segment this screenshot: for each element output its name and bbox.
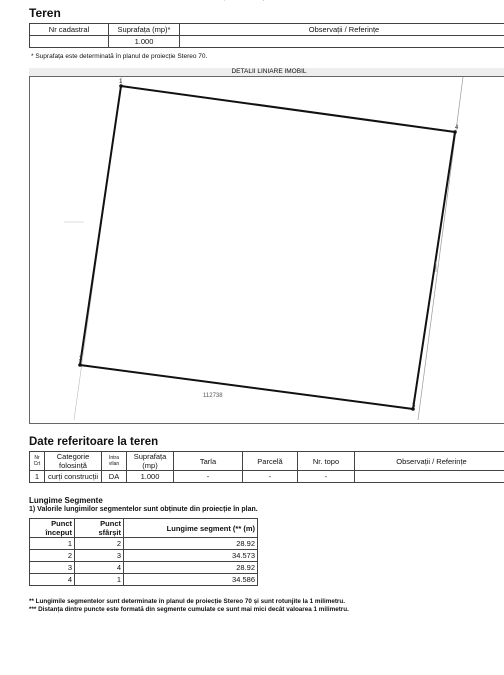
table-cell: 2 — [75, 538, 124, 550]
col-header: Lungime segment (** (m) — [124, 519, 258, 538]
section-title-teren: Teren — [29, 6, 61, 20]
teren-footnote: * Suprafața este determinată în planul de proiecție Stereo 70. — [31, 53, 208, 60]
table-header-row — [30, 519, 258, 538]
table-cell: - — [174, 471, 243, 483]
point-2-marker — [78, 363, 82, 367]
col-header: Categorie folosință — [45, 452, 102, 471]
col-header: Nr Crt — [30, 452, 45, 471]
date-ref-table — [29, 451, 504, 483]
table-row — [30, 550, 258, 562]
table-cell: 1 — [30, 471, 45, 483]
table-cell: 28.92 — [124, 538, 258, 550]
col-header: Observații / Referințe — [355, 452, 504, 471]
table-cell: 1.000 — [127, 471, 174, 483]
table-cell: 2 — [30, 550, 75, 562]
table-row — [30, 471, 504, 483]
table-cell: 4 — [75, 562, 124, 574]
drawing-header: DETALII LINIARE IMOBIL — [29, 68, 504, 77]
table-cell: 28.92 — [124, 562, 258, 574]
col-header: Suprafața (mp)* — [109, 24, 180, 36]
point-label-2: 2 — [79, 356, 83, 362]
parcel-outline — [80, 86, 455, 409]
col-header: Intra vilan — [102, 452, 127, 471]
col-header: Nr. topo — [298, 452, 355, 471]
col-header: Nr cadastral — [30, 24, 109, 36]
table-row — [30, 538, 258, 550]
section-title-segmente: Lungime Segmente — [29, 496, 103, 505]
table-cell: DA — [102, 471, 127, 483]
table-cell: 3 — [30, 562, 75, 574]
table-cell — [355, 471, 504, 483]
segmente-note-2: *** Distanța dintre puncte este formată din segmente cumulate ce sunt mai mici decât valoarea 1 milimetru. — [29, 606, 349, 613]
point-label-4: 4 — [455, 125, 459, 131]
table-row — [30, 562, 258, 574]
table-header-row — [30, 452, 504, 471]
table-cell: - — [243, 471, 298, 483]
table-cell: 1.000 — [109, 36, 180, 48]
segmente-subtitle: 1) Valorile lungimilor segmentelor sunt obținute din proiecție în plan. — [29, 506, 258, 513]
table-cell: 1 — [30, 538, 75, 550]
segmente-note-1: ** Lungimile segmentelor sunt determinate în planul de proiecție Stereo 70 și sunt rotunjite la 1 milimetru. — [29, 598, 345, 605]
table-cell: 4 — [30, 574, 75, 586]
table-cell: curți construcții — [45, 471, 102, 483]
table-cell: 3 — [75, 550, 124, 562]
parcel-number-label: 112738 — [203, 393, 223, 399]
table-cell: 34.573 — [124, 550, 258, 562]
col-header: Parcelă — [243, 452, 298, 471]
point-label-1: 1 — [119, 79, 123, 85]
segmente-table — [29, 518, 258, 586]
col-header: Punct sfârșit — [75, 519, 124, 538]
col-header: Suprafața (mp) — [127, 452, 174, 471]
section-title-date-ref: Date referitoare la teren — [29, 436, 159, 448]
table-cell: - — [298, 471, 355, 483]
table-cell: 1 — [75, 574, 124, 586]
col-header: Observații / Referințe — [180, 24, 504, 36]
col-header: Tarla — [174, 452, 243, 471]
table-row — [30, 574, 258, 586]
table-cell: 34.586 — [124, 574, 258, 586]
point-label-3: 3 — [412, 403, 416, 409]
col-header: Punct început — [30, 519, 75, 538]
